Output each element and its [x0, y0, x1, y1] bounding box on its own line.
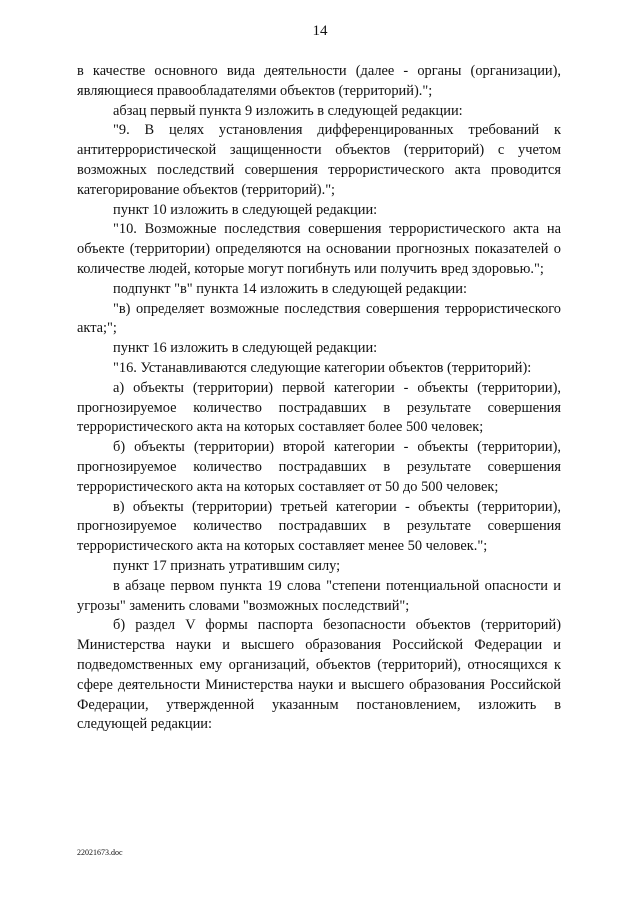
paragraph-p10-text: "10. Возможные последствия совершения террористического акта на объекте (территории) определяются на основании прогнозных показателей о количестве людей, которые могут погибнуть или получить вред здоровью."; — [77, 221, 561, 277]
paragraph-category-third: в) объекты (территории) третьей категории - объекты (территории), прогнозируемое количество пострадавших в результате совершения террористического акта на которых составляет менее 50 человек."; — [77, 498, 561, 555]
paragraph-instruction-p9: абзац первый пункта 9 изложить в следующей редакции: — [113, 102, 463, 119]
paragraph-section-v: б) раздел V формы паспорта безопасности объектов (территорий) Министерства науки и высшего образования Российской Федерации и подведомственных ему организаций, объектов (территорий), относящихся к сфере деятельности Министерства науки и высшего образования Российской Федерации, утвержденной указанным постановлением, изложить в следующей редакции: — [77, 617, 561, 733]
paragraph-p14-text: "в) определяет возможные последствия совершения террористического акта;"; — [77, 300, 561, 337]
page-number: 14 — [312, 23, 328, 39]
paragraph-instruction-p14: подпункт "в" пункта 14 изложить в следующей редакции: — [113, 280, 467, 297]
paragraph-instruction-p10: пункт 10 изложить в следующей редакции: — [113, 201, 378, 218]
paragraph-continuation: в качестве основного вида деятельности (далее - органы (организации), являющиеся правообладателями объектов (территорий)."; — [77, 63, 561, 99]
paragraph-instruction-p16: пункт 16 изложить в следующей редакции: — [113, 340, 378, 357]
paragraph-p17: пункт 17 признать утратившим силу; — [113, 557, 341, 574]
document-body — [77, 62, 561, 735]
paragraph-category-second: б) объекты (территории) второй категории - объекты (территории), прогнозируемое количество пострадавших в результате совершения террористического акта на которых составляет от 50 до 500 человек; — [77, 439, 561, 495]
paragraph-p16-intro: "16. Устанавливаются следующие категории объектов (территорий): — [113, 359, 532, 376]
paragraph-p9-text: "9. В целях установления дифференцированных требований к антитеррористической защищенности объектов (территорий) с учетом возможных последствий совершения террористического акта проводится категорирование объектов (территорий)."; — [77, 122, 561, 198]
paragraph-p19: в абзаце первом пункта 19 слова "степени потенциальной опасности и угрозы" заменить словами "возможных последствий"; — [77, 577, 561, 614]
paragraph-category-first: а) объекты (территории) первой категории - объекты (территории), прогнозируемое количество пострадавших в результате совершения террористического акта на которых составляет более 500 человек; — [77, 379, 561, 436]
footer-filename: 22021673.doc — [77, 848, 123, 857]
